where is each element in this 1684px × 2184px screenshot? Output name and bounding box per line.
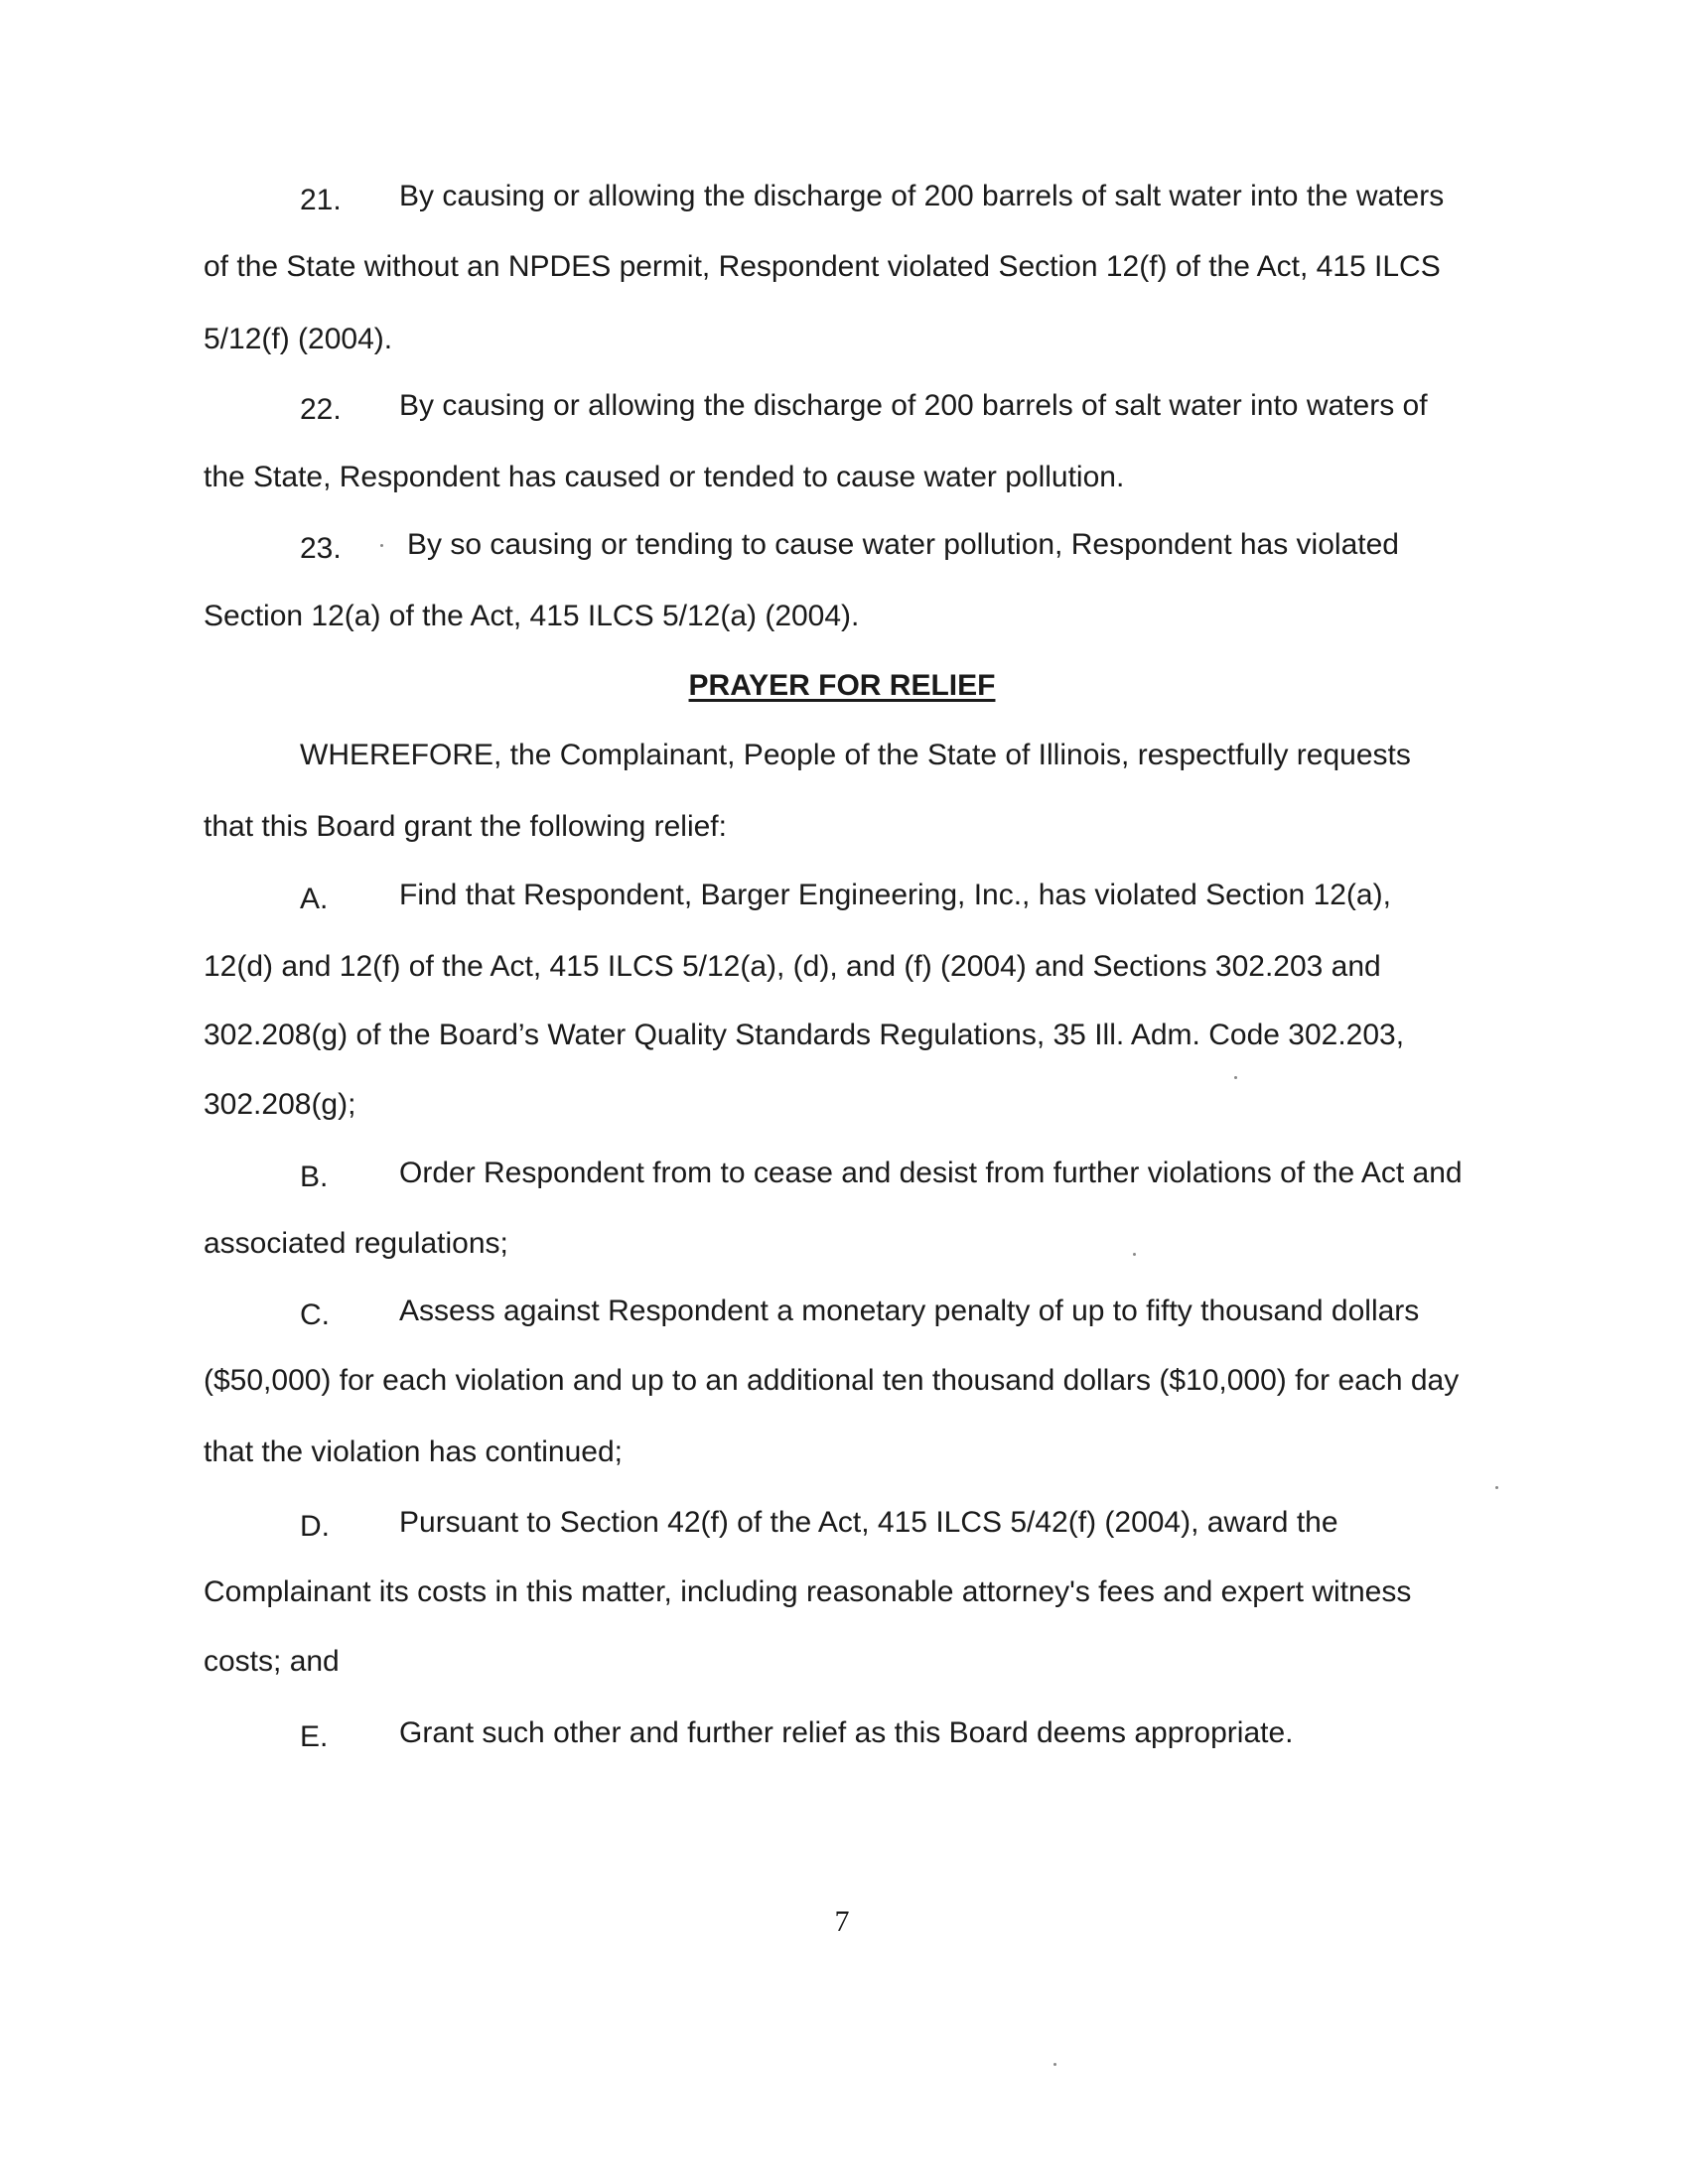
paragraph-number: 22. [300,393,342,426]
relief-line: Find that Respondent, Barger Engineering, Inc., has violated Section 12(a), [399,879,1391,911]
relief-line: costs; and [204,1645,340,1678]
scan-speck [1234,1076,1237,1079]
relief-line: ($50,000) for each violation and up to an additional ten thousand dollars ($10,000) for each day [204,1364,1460,1397]
relief-line: 302.208(g) of the Board’s Water Quality Standards Regulations, 35 Ill. Adm. Code 302.203, [204,1019,1405,1051]
relief-line: Assess against Respondent a monetary penalty of up to fifty thousand dollars [399,1295,1420,1327]
relief-line: 302.208(g); [204,1088,356,1121]
relief-line: 12(d) and 12(f) of the Act, 415 ILCS 5/12(a), (d), and (f) (2004) and Sections 302.203 and [204,950,1381,983]
relief-line: Grant such other and further relief as this Board deems appropriate. [399,1716,1294,1749]
scan-speck [1133,1253,1136,1256]
relief-letter: C. [300,1298,330,1331]
paragraph-line: the State, Respondent has caused or tended to cause water pollution. [204,461,1125,493]
paragraph-line: 5/12(f) (2004). [204,323,393,355]
relief-line: associated regulations; [204,1227,508,1260]
scan-speck [1053,2063,1056,2066]
scan-speck [380,544,383,547]
section-heading: PRAYER FOR RELIEF [688,669,996,702]
relief-letter: D. [300,1510,330,1543]
page-number: 7 [834,1905,850,1938]
relief-letter: B. [300,1160,329,1193]
paragraph-line: of the State without an NPDES permit, Respondent violated Section 12(f) of the Act, 415 ILCS [204,250,1441,283]
paragraph-line: WHEREFORE, the Complainant, People of the State of Illinois, respectfully requests [300,739,1411,771]
relief-line: Order Respondent from to cease and desist from further violations of the Act and [399,1157,1463,1189]
paragraph-line: By causing or allowing the discharge of 200 barrels of salt water into waters of [399,389,1428,422]
paragraph-number: 23. [300,532,342,565]
paragraph-line: By so causing or tending to cause water pollution, Respondent has violated [407,528,1399,561]
paragraph-line: Section 12(a) of the Act, 415 ILCS 5/12(a) (2004). [204,600,860,632]
scan-speck [1495,1486,1498,1489]
paragraph-line: that this Board grant the following relief: [204,810,727,843]
relief-line: that the violation has continued; [204,1435,623,1468]
relief-letter: A. [300,883,329,915]
relief-letter: E. [300,1720,329,1753]
relief-line: Pursuant to Section 42(f) of the Act, 415 ILCS 5/42(f) (2004), award the [399,1506,1338,1539]
paragraph-number: 21. [300,184,342,216]
relief-line: Complainant its costs in this matter, including reasonable attorney's fees and expert witness [204,1575,1412,1608]
paragraph-line: By causing or allowing the discharge of 200 barrels of salt water into the waters [399,180,1445,212]
